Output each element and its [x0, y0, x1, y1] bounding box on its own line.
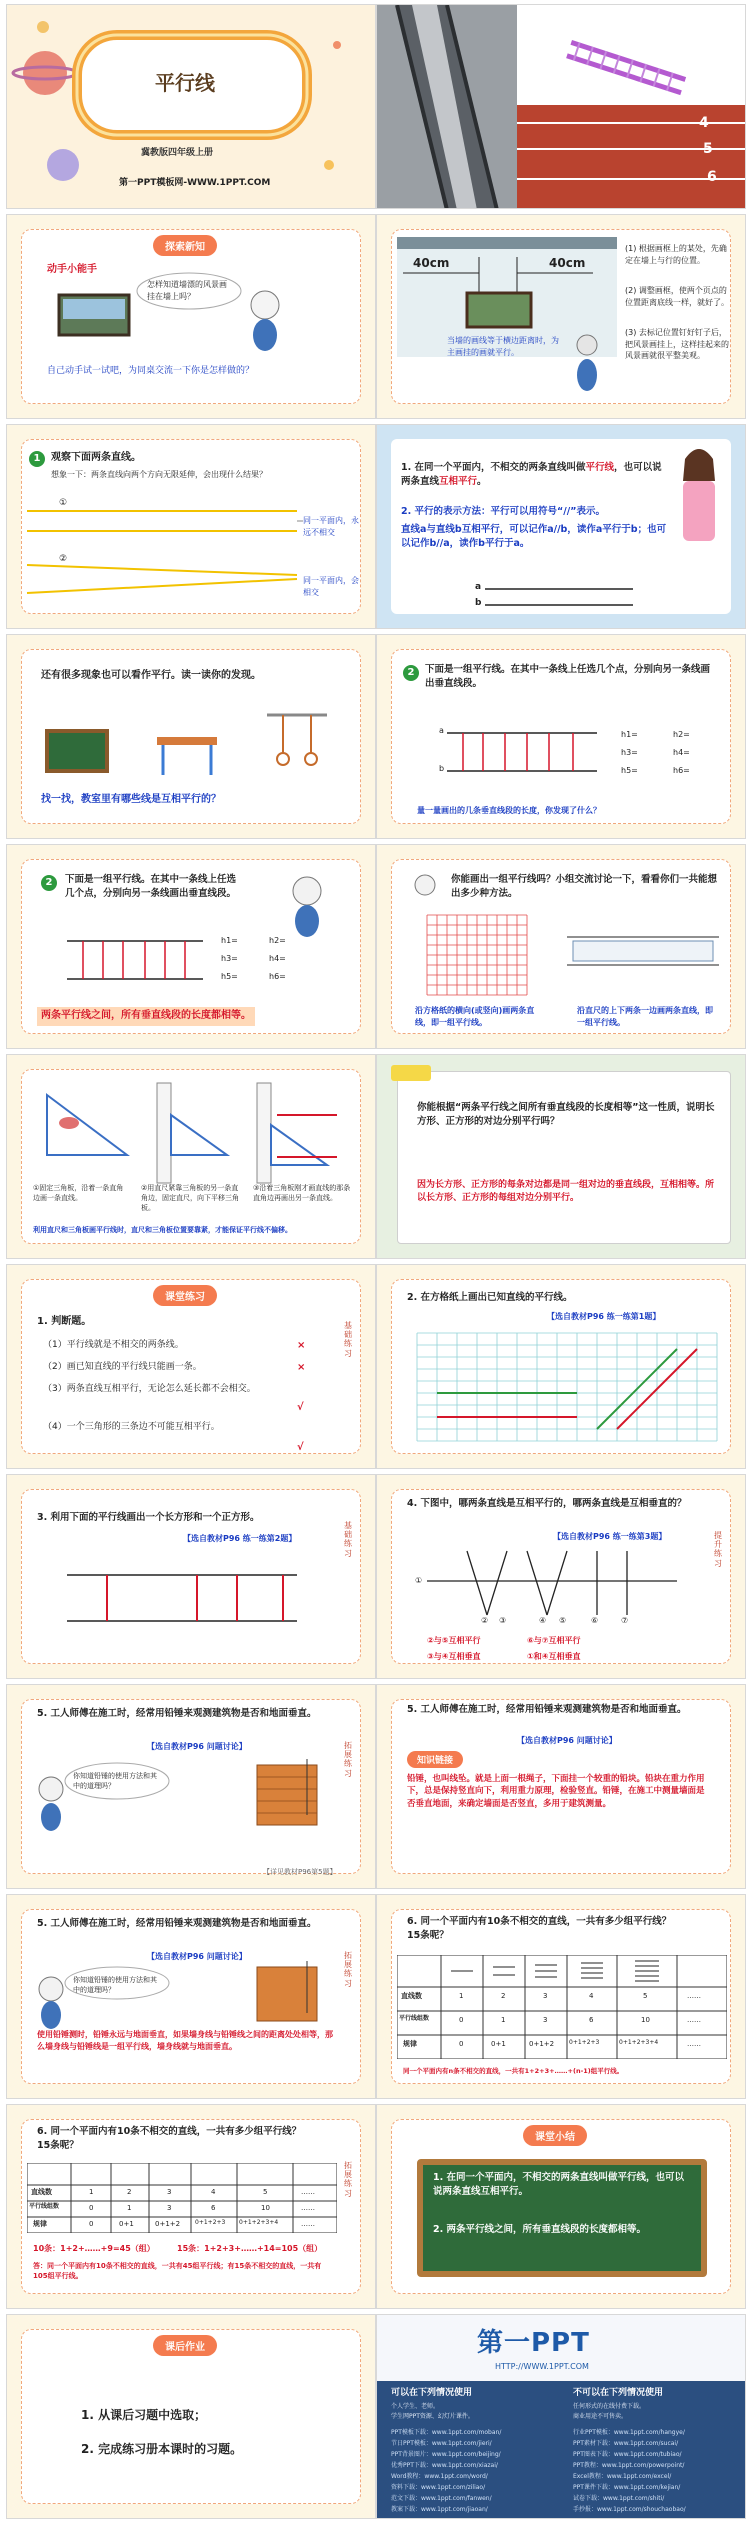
- tf-mark-2: ×: [297, 1362, 306, 1373]
- resource-link[interactable]: 手抄报：www.1ppt.com/shouchaobao/: [573, 2506, 686, 2513]
- row3-c5: 0+1+2+3+4: [619, 2039, 659, 2046]
- slide-triangle-method: [6, 1054, 376, 1259]
- slide-copyright: [376, 2314, 746, 2519]
- h3-label: h3=: [621, 748, 638, 757]
- exercise-tag: 拓展练习: [344, 1951, 352, 1988]
- examples-figure: [7, 635, 376, 839]
- speech-bubble: 你知道铅锤的使用方法和其中的道理吗？: [73, 1976, 157, 1995]
- slide-knowledge-link: [376, 1684, 746, 1889]
- cannot-item-2: 商业用途不可售卖。: [573, 2413, 628, 2420]
- slide-title: [6, 4, 376, 209]
- row1-c4: 4: [211, 2188, 216, 2196]
- row-label-lines: 直线数: [401, 1992, 422, 2000]
- resource-link[interactable]: 教案下载：www.1ppt.com/jiaoan/: [391, 2506, 488, 2513]
- exercise-title: 5. 工人师傅在施工时，经常用铅锤来观测建筑物是否和地面垂直。: [407, 1704, 687, 1715]
- h2-label: h2=: [269, 936, 286, 945]
- row2-c2: 1: [127, 2204, 132, 2212]
- line-a-label: a: [475, 582, 482, 592]
- slide-photos: [376, 4, 746, 209]
- slide-identify-lines: [376, 1474, 746, 1679]
- resource-link[interactable]: PPT模板下载：www.1ppt.com/moban/: [391, 2429, 502, 2436]
- row2-c4: 6: [211, 2204, 216, 2212]
- note-parallel: 同一平面内，永远不相交: [303, 516, 359, 537]
- definition-1-text: 1. 在同一个平面内，不相交的两条直线叫做: [401, 462, 586, 473]
- section-badge: 课堂练习: [153, 1285, 217, 1306]
- note-intersect: 同一平面内，会相交: [303, 576, 359, 597]
- parallel-lines-ab: [377, 425, 746, 629]
- row2-c6: ……: [687, 2016, 701, 2024]
- can-item-2: 学生网PPT资源、幻灯片课件。: [391, 2413, 474, 2420]
- row1-c4: 4: [589, 1992, 594, 2000]
- exercise-title: 5. 工人师傅在施工时，经常用铅锤来观测建筑物是否和地面垂直。: [37, 1918, 317, 1929]
- slide-plumb-answer: [6, 1894, 376, 2099]
- plumb-figure: [7, 1685, 376, 1889]
- exercise-source: 【选自教材P96 练一练第3题】: [553, 1532, 667, 1541]
- method-grid: 沿方格纸的横向(或竖向)画两条直线，即一组平行线。: [415, 1006, 535, 1027]
- speech-bubble: 怎样知道墙漂的风景画挂在墙上吗？: [147, 280, 227, 301]
- answer-10-lines: 10条：1+2+……+9=45（组）: [33, 2244, 155, 2253]
- line-num-1: ①: [415, 1576, 423, 1585]
- homework-1: 1. 从课后习题中选取；: [81, 2408, 207, 2422]
- conclusion: 两条平行线之间，所有垂直线段的长度都相等。: [37, 1007, 255, 1026]
- site-logo: 第一PPT: [477, 2328, 590, 2358]
- row2-c3: 3: [543, 2016, 548, 2024]
- resource-link[interactable]: 资料下载：www.1ppt.com/ziliao/: [391, 2484, 486, 2491]
- exercise-title: 6. 同一个平面内有10条不相交的直线，一共有多少组平行线？15条呢？: [407, 1916, 672, 1941]
- row2-c2: 1: [501, 2016, 506, 2024]
- slide-grid-parallel: [376, 1264, 746, 1469]
- answer-4: ①和④互相垂直: [527, 1652, 581, 1661]
- exercise-title: 4. 下图中，哪两条直线是互相平行的，哪两条直线是互相垂直的？: [407, 1498, 687, 1509]
- line-pair-2-label: ②: [59, 554, 68, 564]
- exercise-title: 5. 工人师傅在施工时，经常用铅锤来观测建筑物是否和地面垂直。: [37, 1708, 317, 1719]
- h6-label: h6=: [673, 766, 690, 775]
- resource-link[interactable]: PPT教程：www.1ppt.com/powerpoint/: [573, 2462, 685, 2469]
- row2-c4: 6: [589, 2016, 594, 2024]
- tip: 利用直尺和三角板画平行线时，直尺和三角板位置要靠紧，才能保证平行线不偏移。: [33, 1226, 292, 1234]
- task-text: 下面是一组平行线。在其中一条线上任选几个点，分别向另一条线画出垂直线段。: [425, 664, 711, 689]
- reasoning-answer: 因为长方形、正方形的每条对边都是同一组对边的垂直线段，互相相等。所以长方形、正方形的每组对边分别平行。: [417, 1180, 715, 1204]
- task-text: 观察下面两条直线。: [51, 452, 141, 463]
- exercise-source: 【选自教材P96 练一练第1题】: [547, 1312, 661, 1321]
- site-url: HTTP://WWW.1PPT.COM: [495, 2362, 589, 2371]
- step-ball: 2: [403, 665, 419, 681]
- exercise-tag: 提升练习: [714, 1531, 722, 1568]
- row3-c3: 0+1+2: [155, 2220, 181, 2228]
- tf-item-1: （1）平行线就是不相交的两条线。: [43, 1340, 184, 1350]
- line-b-label: b: [475, 598, 482, 608]
- row2-c5: 10: [641, 2016, 650, 2024]
- h4-label: h4=: [269, 954, 286, 963]
- row1-c6: ……: [301, 2188, 315, 2196]
- exercise-tag: 基础练习: [344, 1321, 352, 1358]
- answer-15-lines: 15条：1+2+3+……+14=105（组）: [177, 2244, 323, 2253]
- definition-1-comma: ，: [614, 462, 624, 473]
- keyword-parallel: 平行线: [585, 462, 615, 473]
- line-num-4: ④: [539, 1616, 547, 1625]
- exercise-source: 【选自教材P96 问题讨论】: [147, 1742, 247, 1751]
- slide-explore: [6, 214, 376, 419]
- h5-label: h5=: [621, 766, 638, 775]
- grid-figure: [377, 1265, 746, 1469]
- pattern-table: [27, 2163, 337, 2233]
- row2-c1: 0: [459, 2016, 464, 2024]
- row2-c3: 3: [167, 2204, 172, 2212]
- activity-label: 动手小能手: [47, 264, 97, 275]
- ruler-right-label: 40cm: [549, 256, 586, 270]
- plumb-figure: [7, 1895, 376, 2099]
- slide-plumb-question: [6, 1684, 376, 1889]
- exercise-tag: 拓展练习: [344, 2161, 352, 2198]
- h1-label: h1=: [221, 936, 238, 945]
- row1-c5: 5: [263, 2188, 268, 2196]
- slide-homework: [6, 2314, 376, 2519]
- row-label-pattern: 规律: [403, 2040, 417, 2048]
- row-label-lines: 直线数: [31, 2188, 52, 2196]
- resource-link[interactable]: Word教程：www.1ppt.com/word/: [391, 2473, 488, 2480]
- note-1: (1) 根据画框上的某处，先确定在墙上与行的位置。: [625, 244, 727, 265]
- rectangle-figure: [7, 1475, 376, 1679]
- draw-question: 你能画出一组平行线吗？小组交流讨论一下，看看你们一共能想出多少种方法。: [451, 874, 718, 899]
- row2-c1: 0: [89, 2204, 94, 2212]
- table-grid: [397, 1955, 727, 2059]
- slide-rectangle-reasoning: [376, 1054, 746, 1259]
- pattern-table: [397, 1955, 727, 2059]
- method-ruler: 沿直尺的上下两条一边画两条直线，即一组平行线。: [577, 1006, 713, 1027]
- row1-c3: 3: [167, 2188, 172, 2196]
- row-label-groups: 平行线组数: [399, 2015, 430, 2022]
- slide-observe-lines: [6, 424, 376, 629]
- measure-question: 量一量画出的几条垂直线段的长度，你发现了什么？: [417, 806, 601, 815]
- row-label-pattern: 规律: [33, 2220, 47, 2228]
- slide-frame: [397, 1071, 731, 1244]
- answer-1: ②与⑤互相平行: [427, 1636, 481, 1645]
- resource-link[interactable]: PPT课件下载：www.1ppt.com/kejian/: [573, 2484, 681, 2491]
- resource-link[interactable]: 优秀PPT下载：www.1ppt.com/xiazai/: [391, 2462, 498, 2469]
- exercise-source: 【选自教材P96 练一练第2题】: [183, 1534, 297, 1543]
- tf-item-2: （2）画已知直线的平行线只能画一条。: [43, 1362, 202, 1372]
- resource-link[interactable]: 范文下载：www.1ppt.com/fanwen/: [391, 2495, 492, 2502]
- row3-c1: 0: [89, 2220, 94, 2228]
- slide-real-examples: [6, 634, 376, 839]
- definition-1-end: 。: [477, 475, 487, 487]
- activity-question: 自己动手试一试吧，为同桌交流一下你是怎样做的？: [47, 366, 255, 376]
- definition-2: 2. 平行的表示方法：平行可以用符号“//”表示。: [401, 506, 605, 517]
- definition-1-cont: 也可以说两条直线: [401, 462, 662, 487]
- page-subtitle: 冀教版四年级上册: [141, 148, 214, 158]
- tf-mark-1: ×: [297, 1340, 306, 1351]
- row3-c3: 0+1+2: [529, 2040, 555, 2048]
- row2-c5: 10: [261, 2204, 270, 2212]
- h6-label: h6=: [269, 972, 286, 981]
- speech-bubble: 你知道铅锤的使用方法和其中的道理吗？: [73, 1772, 157, 1791]
- h3-label: h3=: [221, 954, 238, 963]
- exercise-title: 1. 判断题。: [37, 1316, 92, 1327]
- track-number-6: 6: [707, 169, 717, 185]
- resource-link[interactable]: PPT背景图片：www.1ppt.com/beijing/: [391, 2451, 501, 2458]
- line-num-5: ⑤: [559, 1616, 567, 1625]
- resource-link[interactable]: 试卷下载：www.1ppt.com/shiti/: [573, 2495, 665, 2502]
- line-num-3: ③: [499, 1616, 507, 1625]
- find-question: 找一找，教室里有哪些线是互相平行的？: [41, 794, 221, 805]
- tf-item-3: （3）两条直线互相平行，无论怎么延长都不会相交。: [43, 1384, 256, 1394]
- row3-c2: 0+1: [491, 2040, 506, 2048]
- slide-pattern-table: [376, 1894, 746, 2099]
- row2-c6: ……: [301, 2204, 315, 2212]
- step-ball: 2: [41, 875, 57, 891]
- plumb-answer: 使用铅锤测时，铅锤永远与地面垂直，如果墙身线与铅锤线之间的距离处处相等，那么墙身线与铅锤线是一组平行线，墙身线就与地面垂直。: [37, 2030, 333, 2051]
- slide-perpendicular-segments: [376, 634, 746, 839]
- slide-summary: [376, 2104, 746, 2309]
- row3-c1: 0: [459, 2040, 464, 2048]
- page-title: 平行线: [155, 71, 215, 95]
- page-footer: 第一PPT模板网-WWW.1PPT.COM: [119, 178, 271, 188]
- cannot-item-1: 任何形式的在线付费下载。: [573, 2403, 646, 2410]
- line-num-6: ⑥: [591, 1616, 599, 1625]
- intro-text: 还有很多现象也可以看作平行。读一读你的发现。: [41, 670, 261, 681]
- section-badge: 探索新知: [153, 235, 217, 256]
- step-3: ③沿着三角板刚才画直线的那条直角边再画出另一条直线。: [253, 1184, 351, 1203]
- section-badge: 知识链接: [407, 1751, 463, 1768]
- resource-link[interactable]: 节日PPT模板：www.1ppt.com/jieri/: [391, 2440, 492, 2447]
- slide-footer: 【详见教材P96第5题】: [263, 1868, 337, 1876]
- note-3: (3) 去标记位置钉好钉子后，把风景画挂上，这样挂起来的风景画就很平整美观。: [625, 328, 729, 361]
- resource-link[interactable]: Excel教程：www.1ppt.com/excel/: [573, 2473, 672, 2480]
- step-ball: 1: [29, 451, 45, 467]
- exercise-tag: 基础练习: [344, 1521, 352, 1558]
- exercise-title: 3. 利用下面的平行线画出一个长方形和一个正方形。: [37, 1512, 260, 1523]
- tf-mark-4: √: [297, 1442, 304, 1453]
- section-badge: 课后作业: [153, 2335, 217, 2356]
- line-pair-1-label: ①: [59, 498, 68, 508]
- row3-c6: ……: [687, 2040, 701, 2048]
- step-1: ①固定三角板，沿着一条直角边画一条直线。: [33, 1184, 124, 1203]
- table-grid: [27, 2163, 337, 2233]
- note-2: (2) 调整画框，使两个页点的位置距离底线一样，就好了。: [625, 286, 729, 307]
- can-use-title: 可以在下列情况使用: [391, 2388, 473, 2398]
- tf-item-4: （4）一个三角形的三条边不可能互相平行。: [43, 1422, 220, 1432]
- final-answer: 答：同一个平面内有10条不相交的直线，一共有45组平行线；有15条不相交的直线，一共有105组平行线。: [33, 2262, 322, 2281]
- resource-link[interactable]: PPT素材下载：www.1ppt.com/sucai/: [573, 2440, 679, 2447]
- cannot-use-title: 不可以在下列情况使用: [573, 2388, 664, 2398]
- exercise-source: 【选自教材P96 问题讨论】: [147, 1952, 247, 1961]
- answer-3: ③与④互相垂直: [427, 1652, 481, 1661]
- knowledge-text: 铅锤，也叫线坠。就是上面一根绳子，下面挂一个较重的铅块。铅块在重力作用下，总是保持竖直向下，利用重力原理，检验竖直。铅锤，在施工中测量墙面是否垂直地面，来确定墙面是否竖直，多用于建筑测量。: [407, 1774, 705, 1809]
- escalator-track-photos: [377, 5, 746, 209]
- slide-draw-methods: [376, 844, 746, 1049]
- track-number-5: 5: [703, 141, 713, 157]
- can-item-1: 个人学生、老师。: [391, 2403, 440, 2410]
- tf-mark-3: √: [297, 1402, 304, 1413]
- track-number-4: 4: [699, 115, 709, 131]
- corner-tag: [391, 1065, 431, 1081]
- definition-3: 直线a与直线b互相平行，可以记作a//b，读作a平行于b；也可以记作b//a，读作b平行于a。: [401, 524, 667, 549]
- resource-link[interactable]: 行业PPT模板：www.1ppt.com/hangye/: [573, 2429, 685, 2436]
- slide-true-false: [6, 1264, 376, 1469]
- painting-figure: [7, 215, 376, 419]
- row1-c3: 3: [543, 1992, 548, 2000]
- step-2: ②用直尺紧靠三角板的另一条直角边，固定直尺，向下平移三角板。: [141, 1184, 239, 1213]
- slide-draw-rectangle: [6, 1474, 376, 1679]
- row1-c1: 1: [89, 2188, 94, 2196]
- line-num-2: ②: [481, 1616, 489, 1625]
- slide-hanging-painting: [376, 214, 746, 419]
- row1-c5: 5: [643, 1992, 648, 2000]
- keyword-mutually-parallel: 互相平行: [439, 475, 478, 487]
- row-label-groups: 平行线组数: [29, 2203, 60, 2210]
- exercise-source: 【选自教材P96 问题讨论】: [517, 1736, 617, 1745]
- row3-c4: 0+1+2+3: [569, 2039, 600, 2046]
- exercise-title: 2. 在方格纸上画出已知直线的平行线。: [407, 1292, 573, 1303]
- task-text: 下面是一组平行线。在其中一条线上任选几个点，分别向另一条线画出垂直线段。: [65, 874, 237, 899]
- line-b-label: b: [439, 764, 445, 773]
- line-a-label: a: [439, 726, 444, 735]
- section-badge: 课堂小结: [523, 2125, 587, 2146]
- summary-line-1: 1. 在同一个平面内，不相交的两条直线叫做平行线，也可以说两条直线互相平行。: [433, 2172, 685, 2197]
- lines-figure: [377, 1475, 746, 1679]
- h4-label: h4=: [673, 748, 690, 757]
- row3-c4: 0+1+2+3: [195, 2219, 226, 2226]
- slide-equal-lengths: [6, 844, 376, 1049]
- h5-label: h5=: [221, 972, 238, 981]
- row1-c1: 1: [459, 1992, 464, 2000]
- row3-c6: ……: [301, 2220, 315, 2228]
- answer-2: ⑥与⑦互相平行: [527, 1636, 581, 1645]
- pattern-note: 同一个平面内有n条不相交的直线，一共有1+2+3+……+(n-1)组平行线。: [403, 2067, 624, 2075]
- row1-c2: 2: [501, 1992, 506, 2000]
- ruler-left-label: 40cm: [413, 256, 450, 270]
- row3-c2: 0+1: [119, 2220, 134, 2228]
- think-text: 想象一下：两条直线向两个方向无限延伸，会出现什么结果？: [51, 470, 267, 479]
- homework-2: 2. 完成练习册本课时的习题。: [81, 2442, 243, 2456]
- h1-label: h1=: [621, 730, 638, 739]
- slide-definition: [376, 424, 746, 629]
- wall-caption: 当墙的画线等于横边距离时，为主画挂的画就平行。: [447, 336, 559, 357]
- h2-label: h2=: [673, 730, 690, 739]
- line-num-7: ⑦: [621, 1616, 629, 1625]
- row1-c6: ……: [687, 1992, 701, 2000]
- reasoning-question: 你能根据“两条平行线之间所有垂直线段的长度相等”这一性质，说明长方形、正方形的对边分别平行吗？: [417, 1102, 715, 1127]
- summary-line-2: 2. 两条平行线之间，所有垂直线段的长度都相等。: [433, 2224, 647, 2235]
- row1-c2: 2: [127, 2188, 132, 2196]
- resource-link[interactable]: PPT图表下载：www.1ppt.com/tubiao/: [573, 2451, 682, 2458]
- row3-c5: 0+1+2+3+4: [239, 2219, 279, 2226]
- exercise-title: 6. 同一个平面内有10条不相交的直线，一共有多少组平行线？15条呢？: [37, 2126, 302, 2151]
- exercise-tag: 拓展练习: [344, 1741, 352, 1778]
- slide-pattern-answer: [6, 2104, 376, 2309]
